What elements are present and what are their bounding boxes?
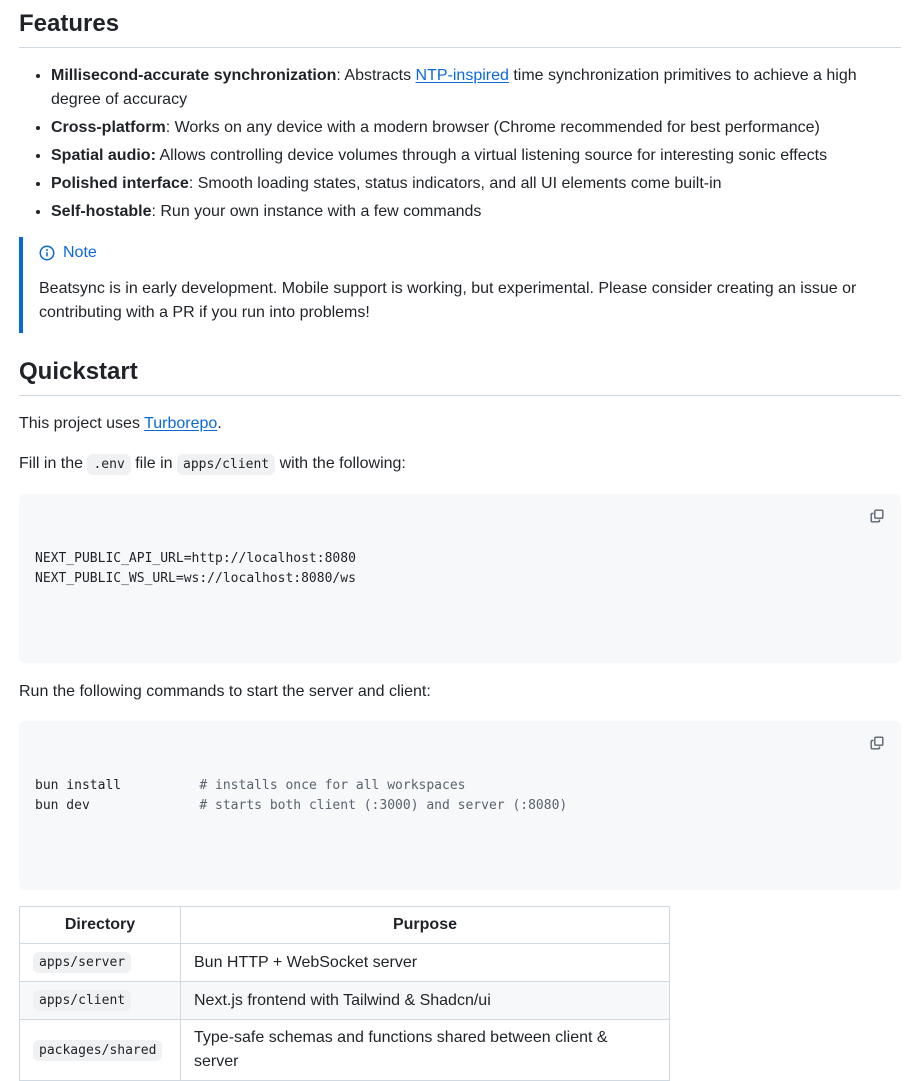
env-file-code: .env <box>87 454 130 475</box>
copy-icon <box>869 508 885 524</box>
paragraph-text: . <box>217 415 222 432</box>
code-line <box>35 776 885 796</box>
env-code-block <box>19 494 901 663</box>
command-comment: # starts both client (:3000) and server (:8080) <box>199 797 568 813</box>
env-instructions <box>19 452 901 477</box>
turborepo-paragraph <box>19 412 901 436</box>
feature-title: Millisecond-accurate synchronization <box>51 67 337 84</box>
copy-button[interactable] <box>867 506 887 526</box>
command-text: bun install <box>35 778 200 793</box>
paragraph-text: file in <box>130 455 178 472</box>
apps-client-code: apps/client <box>177 454 275 475</box>
note-callout <box>19 237 901 333</box>
directory-code: apps/client <box>33 990 131 1011</box>
feature-item <box>51 64 901 112</box>
directory-table <box>19 906 670 1081</box>
feature-title: Cross-platform <box>51 119 166 136</box>
code-line <box>35 796 885 816</box>
commands-instructions: Run the following commands to start the server and client: <box>19 683 431 700</box>
note-body: Beatsync is in early development. Mobile support is working, but experimental. Please consider creating an issue or contributing with a PR if you run into problems! <box>39 280 857 321</box>
feature-text: : Abstracts <box>336 67 416 84</box>
table-row <box>20 944 670 982</box>
directory-cell <box>20 982 181 1020</box>
commands-code-block <box>19 721 901 890</box>
table-header-row <box>20 907 670 944</box>
code-line: NEXT_PUBLIC_API_URL=http://localhost:8080 <box>35 551 356 566</box>
feature-item <box>51 116 901 140</box>
purpose-cell: Bun HTTP + WebSocket server <box>181 944 670 982</box>
feature-text: : Smooth loading states, status indicators, and all UI elements come built-in <box>188 175 722 192</box>
features-list <box>19 64 901 224</box>
info-icon <box>39 245 63 261</box>
feature-item <box>51 172 901 196</box>
features-heading: Features <box>19 0 901 48</box>
turborepo-link[interactable]: Turborepo <box>144 415 218 432</box>
table-row <box>20 1020 670 1081</box>
feature-title: Self-hostable <box>51 203 152 220</box>
column-header-directory: Directory <box>20 907 181 944</box>
quickstart-heading: Quickstart <box>19 357 901 396</box>
feature-item <box>51 144 901 168</box>
purpose-cell: Next.js frontend with Tailwind & Shadcn/ui <box>181 982 670 1020</box>
table-row <box>20 982 670 1020</box>
paragraph-text: with the following: <box>275 455 406 472</box>
directory-cell <box>20 944 181 982</box>
note-title <box>39 241 885 265</box>
copy-button[interactable] <box>867 733 887 753</box>
directory-code: apps/server <box>33 952 131 973</box>
code-line: NEXT_PUBLIC_WS_URL=ws://localhost:8080/ws <box>35 570 356 586</box>
feature-text: time synchronization primitives to achieve a high degree of accuracy <box>51 67 857 108</box>
note-title-text: Note <box>63 244 97 261</box>
paragraph-text: This project uses <box>19 415 145 432</box>
command-text: bun dev <box>35 797 200 813</box>
paragraph-text: Fill in the <box>19 455 88 472</box>
feature-item <box>51 200 901 224</box>
ntp-inspired-link[interactable]: NTP-inspired <box>415 67 509 84</box>
column-header-purpose: Purpose <box>181 907 670 944</box>
feature-title: Polished interface <box>51 175 189 192</box>
directory-cell <box>20 1020 181 1081</box>
feature-text: : Run your own instance with a few commands <box>151 203 482 220</box>
copy-icon <box>869 735 885 751</box>
feature-title: Spatial audio: <box>51 147 156 164</box>
feature-text: : Works on any device with a modern browser (Chrome recommended for best performance) <box>165 119 820 136</box>
feature-text: Allows controlling device volumes through a virtual listening source for interesting sonic effects <box>155 147 828 164</box>
command-comment: # installs once for all workspaces <box>199 778 466 793</box>
directory-code: packages/shared <box>33 1040 162 1061</box>
purpose-cell: Type-safe schemas and functions shared between client & server <box>181 1020 670 1081</box>
